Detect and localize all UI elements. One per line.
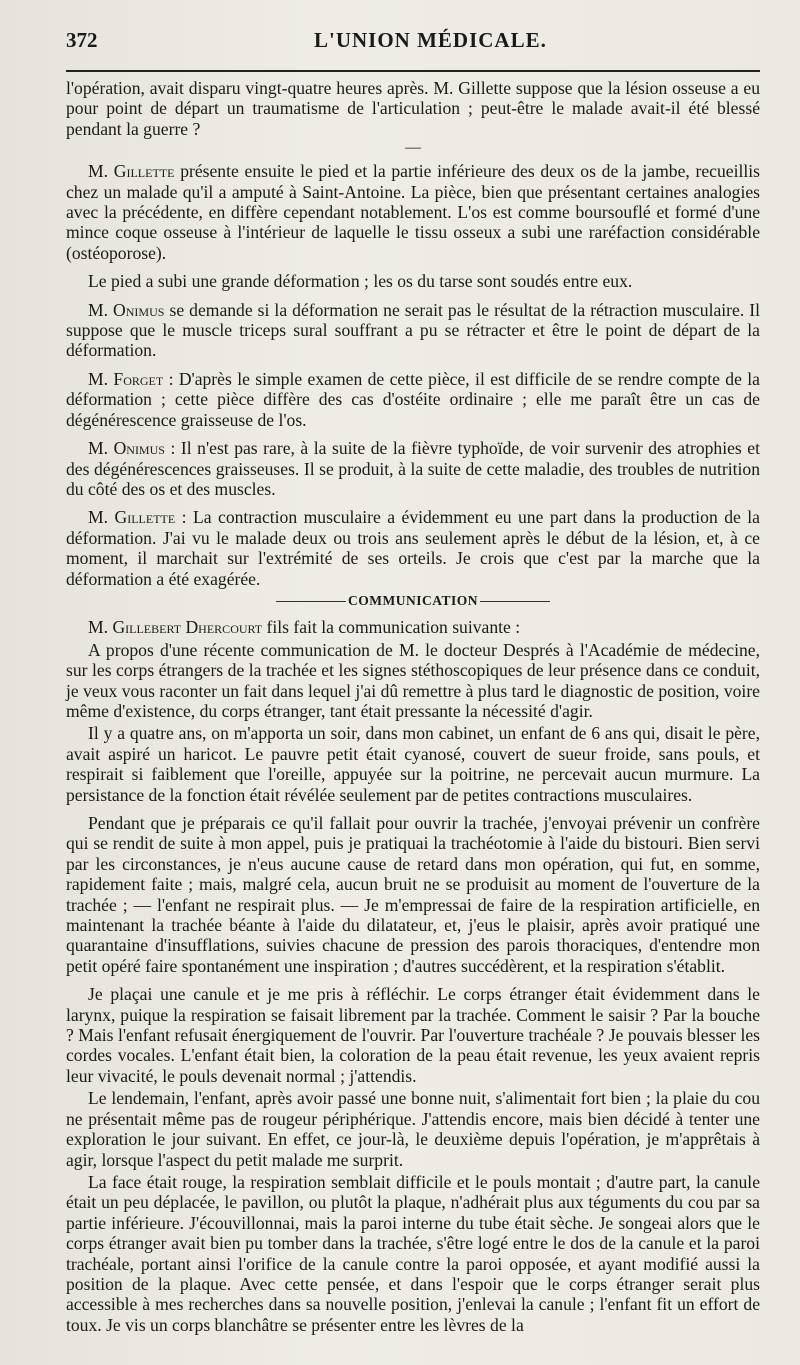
paragraph [66, 271, 760, 291]
header-rule [66, 70, 760, 72]
paragraph [66, 1172, 760, 1335]
page-header [66, 28, 760, 58]
section-heading: COMMUNICATION [66, 591, 760, 611]
paragraph-text: Pendant que je préparais ce qu'il fallait pour ouvrir la trachée, j'envoyai prévenir un confrère qui se rendit de suite à mon appel, puis je pratiquai la trachéotomie à l'aide du bistouri. Bien servi par les circonstances, je n'eus aucune cause de retard dans mon opération, qui fut, en somme, rapidement faite ; mais, malgré cela, aucun bruit ne se produisit au moment de l'ouverture de la trachée ; — l'enfant ne respirait plus. — Je m'empressai de faire de la respiration artificielle, en maintenant la trachée béante à l'aide du dilatateur, et, j'eus le plaisir, après avoir pratiqué une quarantaine d'insufflations, suivies chacune de pression des parois thoraciques, d'entendre mon petit opéré faire spontanément une inspiration ; d'autres succédèrent, et la respiration s'établit. [66, 813, 760, 976]
paragraph [66, 161, 760, 263]
paragraph-text: fils fait la communication suivante : [266, 617, 521, 638]
paragraph [66, 813, 760, 976]
paragraph-text: présente ensuite le pied et la partie inférieure des deux os de la jambe, recueillis chez un malade qu'il a amputé à Saint-Antoine. La pièce, bien que présentant certaines analogies avec la précédente, en diffère cependant notablement. L'os est comme boursouflé et formé d'une mince coque osseuse à l'intérieur de laquelle le tissu osseux a subi une raréfaction considérable (ostéoporose). [66, 161, 760, 263]
paragraph [66, 78, 760, 139]
paragraph-text: La contraction musculaire a évidemment eu une part dans la production de la déformation. J'ai vu le malade deux ou trois ans seulement après le début de la lésion, et, à ce moment, il marchait sur l'extrémité de ses orteils. Je crois que c'est par la marche que la déformation a été exagérée. [66, 507, 760, 589]
paragraph-text: Le pied a subi une grande déformation ; les os du tarse sont soudés entre eux. [88, 271, 633, 292]
page-number: 372 [66, 28, 98, 52]
speaker-name: M. Gillette [88, 161, 175, 182]
paragraph-text: Le lendemain, l'enfant, après avoir passé une bonne nuit, s'alimentait fort bien ; la plaie du cou ne présentait même pas de rougeur périphérique. J'attendis encore, mais bien décidé à tenter une exploration le jour suivant. En effet, ce jour-là, le deuxième depuis l'opération, je m'apprêtais à agir, lorsque l'aspect du petit malade me surprit. [66, 1088, 760, 1170]
paragraph-text: A propos d'une récente communication de M. le docteur Després à l'Académie de médecine, sur les corps étrangers de la trachée et les signes stéthoscopiques de leur présence dans ce conduit, je veux vous raconter un fait dans lequel j'ai dû remettre à plus tard le diagnostic de position, voire même d'existence, du corps étranger, tant était pressante la nécessité d'agir. [66, 639, 760, 721]
page-body [66, 78, 760, 1335]
paragraph-text: Il y a quatre ans, on m'apporta un soir, dans mon cabinet, un enfant de 6 ans qui, disait le père, avait aspiré un haricot. Le pauvre petit était cyanosé, couvert de sueur froide, sans pouls, et respirait si faiblement que l'oreille, appuyée sur la poitrine, ne percevait aucun murmure. La persistance de la fonction était révélée seulement par de petites contractions musculaires. [66, 723, 760, 805]
paragraph [66, 1088, 760, 1170]
paragraph [66, 300, 760, 361]
speaker-name: M. Gillette : [88, 507, 187, 528]
speaker-name: M. Onimus [88, 299, 165, 320]
running-head: L'UNION MÉDICALE. [314, 28, 547, 52]
paragraph-text: Je plaçai une canule et je me pris à réfléchir. Le corps étranger était évidemment dans le larynx, puique la respiration se faisait librement par la trachée. Comment le saisir ? Par la bouche ? Mais l'enfant refusait énergiquement de l'ouvrir. Par l'ouverture trachéale ? Je pouvais blesser les cordes vocales. L'enfant était bien, la coloration de la peau était revenue, les yeux avaient repris leur vivacité, le pouls devenait normal ; j'attendis. [66, 984, 760, 1086]
paragraph-text: D'après le simple examen de cette pièce, il est difficile de se rendre compte de la déformation ; cette pièce diffère des cas d'ostéite ordinaire ; elle me paraît être un cas de dégénérescence graisseuse de l'os. [66, 368, 760, 430]
paragraph-text: se demande si la déformation ne serait pas le résultat de la rétraction musculaire. Il suppose que le muscle triceps sural souffrant a pu se rétracter et être le point de départ de la déformation. [66, 299, 760, 361]
paragraph [66, 507, 760, 589]
separator-dash: — [405, 139, 421, 157]
paragraph [66, 617, 760, 637]
paragraph-text: La face était rouge, la respiration semblait difficile et le pouls montait ; d'autre part, la canule était un peu déplacée, le pavillon, ou plutôt la plaque, n'adhérait plus aux téguments du cou par sa partie inférieure. J'écouvillonnai, mais la paroi interne du tube était sèche. Je songeai alors que le corps étranger avait bien pu tomber dans la trachée, s'être logé entre le dos de la canule et la paroi trachéale, portant ainsi l'orifice de la canule contre la paroi opposée, et ayant modifié aussi la position de la plaque. Avec cette pensée, et dans l'espoir que le corps étranger serait plus accessible à mes recherches dans sa nouvelle position, j'enlevai la canule ; l'enfant fit un effort de toux. Je vis un corps blanchâtre se présenter entre les lèvres de la [66, 1171, 760, 1335]
paragraph [66, 723, 760, 805]
paragraph-text: Il n'est pas rare, à la suite de la fièvre typhoïde, de voir survenir des atrophies et des dégénérescences graisseuses. Il se produit, à la suite de cette maladie, des troubles de nutrition du côté des os et des muscles. [66, 438, 760, 499]
paragraph [66, 640, 760, 722]
paragraph-text: l'opération, avait disparu vingt-quatre heures après. M. Gillette suppose que la lésion osseuse a eu pour point de départ un traumatisme de l'articulation ; peut-être le malade avait-il été blessé pendant la guerre ? [66, 78, 760, 139]
paragraph [66, 369, 760, 430]
paragraph [66, 438, 760, 499]
speaker-name: M. Gillebert Dhercourt [88, 617, 263, 638]
speaker-name: M. Forget : [88, 368, 174, 389]
paragraph [66, 984, 760, 1086]
speaker-name: M. Onimus : [88, 438, 176, 459]
